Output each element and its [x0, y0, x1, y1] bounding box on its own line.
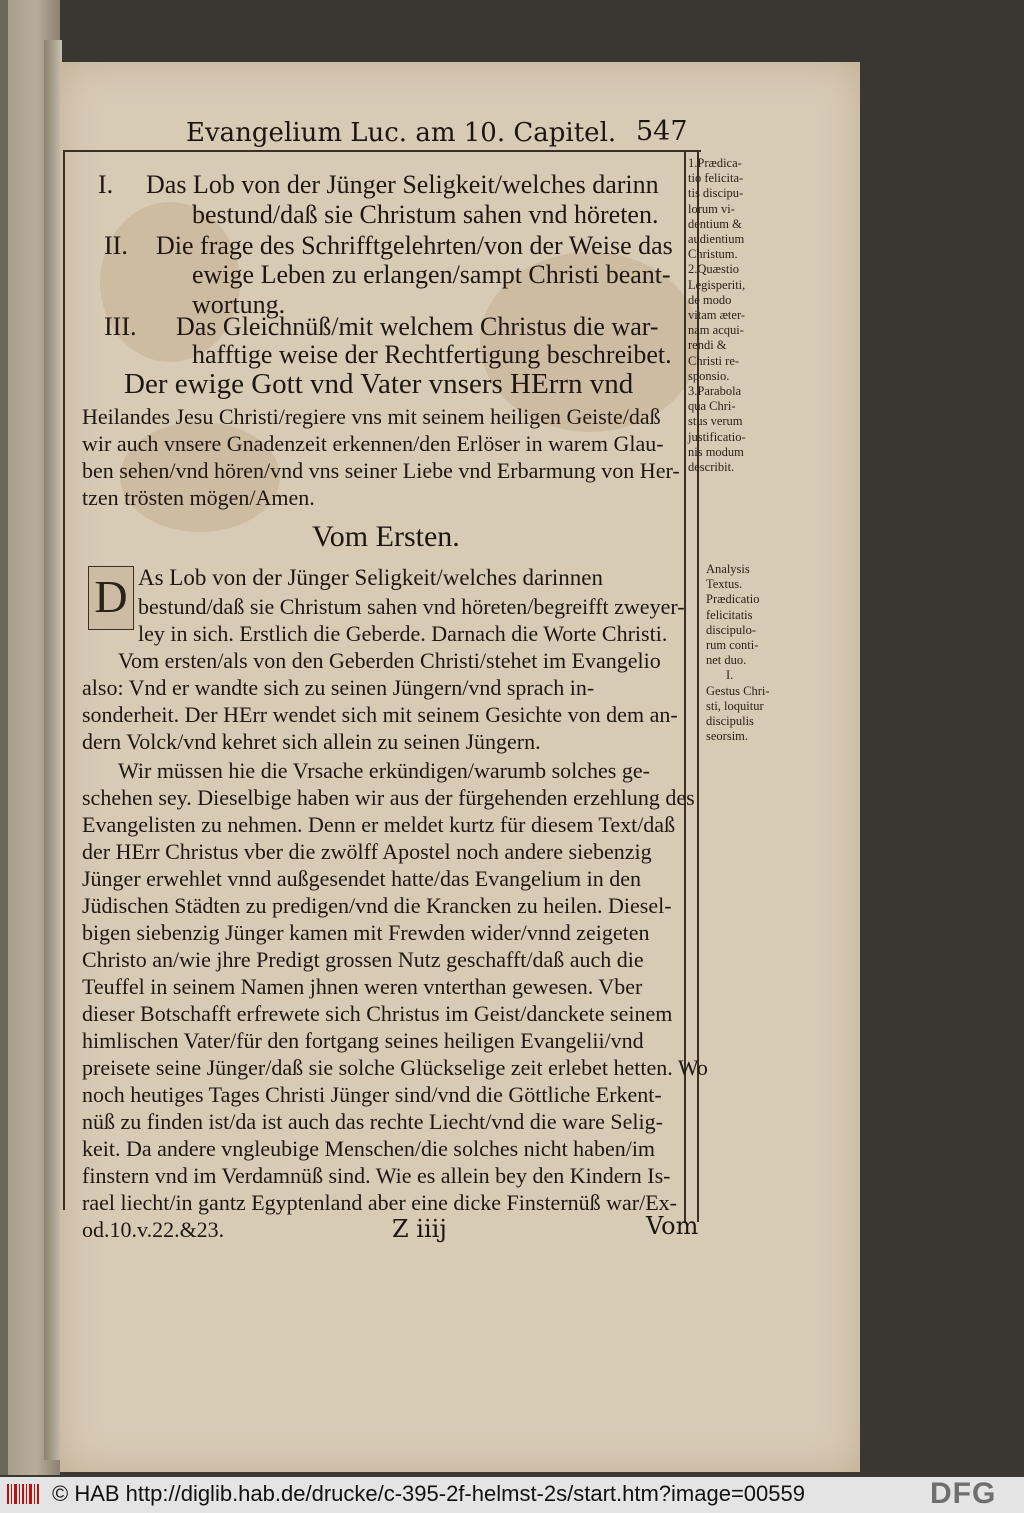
body-line: finstern vnd im Verdamnüß sind. Wie es allein bey den Kindern Is-	[82, 1163, 671, 1188]
outline-line: hafftige weise der Rechtfertigung beschreibet.	[192, 340, 672, 369]
book-spine-shadow	[0, 0, 8, 1475]
body-line: nüß zu finden ist/da ist auch das rechte Liecht/vnd die ware Selig-	[82, 1109, 663, 1134]
outline-line: bestund/daß sie Christum sahen vnd höreten.	[192, 200, 659, 229]
prayer-line: tzen trösten mögen/Amen.	[82, 485, 315, 510]
body-line: noch heutiges Tages Christi Jünger sind/vnd die Göttliche Erkent-	[82, 1082, 662, 1107]
outline-line: ewige Leben zu erlangen/sampt Christi beant-	[192, 260, 671, 289]
prayer-line: Der ewige Gott vnd Vater vnsers HErrn vnd	[124, 368, 634, 400]
outline-line: Die frage des Schrifftgelehrten/von der Weise das	[156, 231, 673, 260]
decorated-initial: D	[88, 566, 134, 630]
source-url-link[interactable]: © HAB http://diglib.hab.de/drucke/c-395-2f-helmst-2s/start.htm?image=00559	[52, 1481, 805, 1506]
body-line: der HErr Christus vber die zwölff Apostel noch andere siebenzig	[82, 839, 652, 864]
body-line: ley in sich. Erstlich die Geberde. Darnach die Worte Christi.	[138, 621, 668, 646]
body-line: also: Vnd er wandte sich zu seinen Jüngern/vnd sprach in-	[82, 675, 595, 700]
body-line: Evangelisten zu nehmen. Denn er meldet kurtz für diesem Text/daß	[82, 812, 676, 837]
body-line: dieser Botschafft erfrewete sich Christus im Geist/danckete seinem	[82, 1001, 673, 1026]
page-number: 547	[636, 116, 688, 147]
dfg-logo: DFG	[930, 1477, 997, 1510]
body-line: As Lob von der Jünger Seligkeit/welches darinnen	[138, 565, 603, 590]
body-line: Vom ersten/als von den Geberden Christi/stehet im Evangelio	[118, 648, 661, 673]
outline-number: I.	[98, 170, 114, 199]
body-line: Teuffel in seinem Namen jhnen weren vnterthan gewesen. Vber	[82, 974, 643, 999]
body-line: Jünger erwehlet vnnd außgesendet hatte/das Evangelium in den	[82, 866, 641, 891]
body-line: Wir müssen hie die Vrsache erkündigen/warumb solches ge-	[118, 758, 650, 783]
catchword: Vom	[646, 1212, 699, 1240]
outline-line: Das Lob von der Jünger Seligkeit/welches darinn	[146, 170, 659, 199]
barcode-icon	[6, 1482, 42, 1506]
body-line: schehen sey. Dieselbige haben wir aus der fürgehenden erzehlung des	[82, 785, 695, 810]
body-line: Jüdischen Städten zu predigen/vnd die Krancken zu heilen. Diesel-	[82, 893, 672, 918]
prayer-line: Heilandes Jesu Christi/regiere vns mit seinem heiligen Geiste/daß	[82, 404, 661, 429]
body-line: rael liecht/in gantz Egyptenland aber eine dicke Finsternüß war/Ex-	[82, 1190, 677, 1215]
body-line: Christo an/wie jhre Predigt grossen Nutz geschafft/daß auch die	[82, 947, 644, 972]
body-line: od.10.v.22.&23.	[82, 1217, 225, 1242]
prayer-line: wir auch vnsere Gnadenzeit erkennen/den Erlöser in warem Glau-	[82, 431, 664, 456]
body-line: keit. Da andere vngleubige Menschen/die solches nicht haben/im	[82, 1136, 656, 1161]
section-heading: Vom Ersten.	[312, 520, 460, 553]
body-line: bigen siebenzig Jünger kamen mit Frewden wider/vnnd zeigeten	[82, 920, 650, 945]
body-line: dern Volck/vnd kehret sich allein zu seinen Jüngern.	[82, 729, 541, 754]
running-head: Evangelium Luc. am 10. Capitel.	[186, 118, 617, 148]
outline-number: III.	[104, 312, 137, 341]
margin-note-summary: 1.Prædica- tio felicita- tis discipu- lorum vi- dentium & audientium Christum. 2.Quæstio Legisperiti, de modo vitam æter- nam acqui- rendi & Christi re- sponsio. 3.Parabola qua Chri- stus verum justificatio- nis modum describit.	[688, 156, 746, 475]
body-line: preisete seine Jünger/daß sie solche Glückselige zeit erlebet hetten. Wo	[82, 1055, 708, 1080]
signature-mark: Z iiij	[392, 1215, 447, 1243]
prayer-line: ben sehen/vnd hören/vnd vns seiner Liebe vnd Erbarmung von Her-	[82, 458, 680, 483]
body-line: bestund/daß sie Christum sahen vnd höreten/begreifft zweyer-	[138, 594, 685, 619]
outline-number: II.	[104, 231, 128, 260]
body-line: himlischen Vater/für den fortgang seines heiligen Evangelii/vnd	[82, 1028, 644, 1053]
margin-note-analysis: Analysis Textus. Prædicatio felicitatis discipulo- rum conti- net duo. I. Gestus Chri- sti, loquitur discipulis seorsim.	[706, 562, 770, 744]
body-line: sonderheit. Der HErr wendet sich mit seinem Gesichte von dem an-	[82, 702, 678, 727]
outline-line: Das Gleichnüß/mit welchem Christus die war-	[176, 312, 659, 341]
outline-line: wortung.	[192, 290, 286, 319]
frame-left-rule	[63, 150, 65, 1210]
frame-top-rule	[63, 150, 701, 152]
